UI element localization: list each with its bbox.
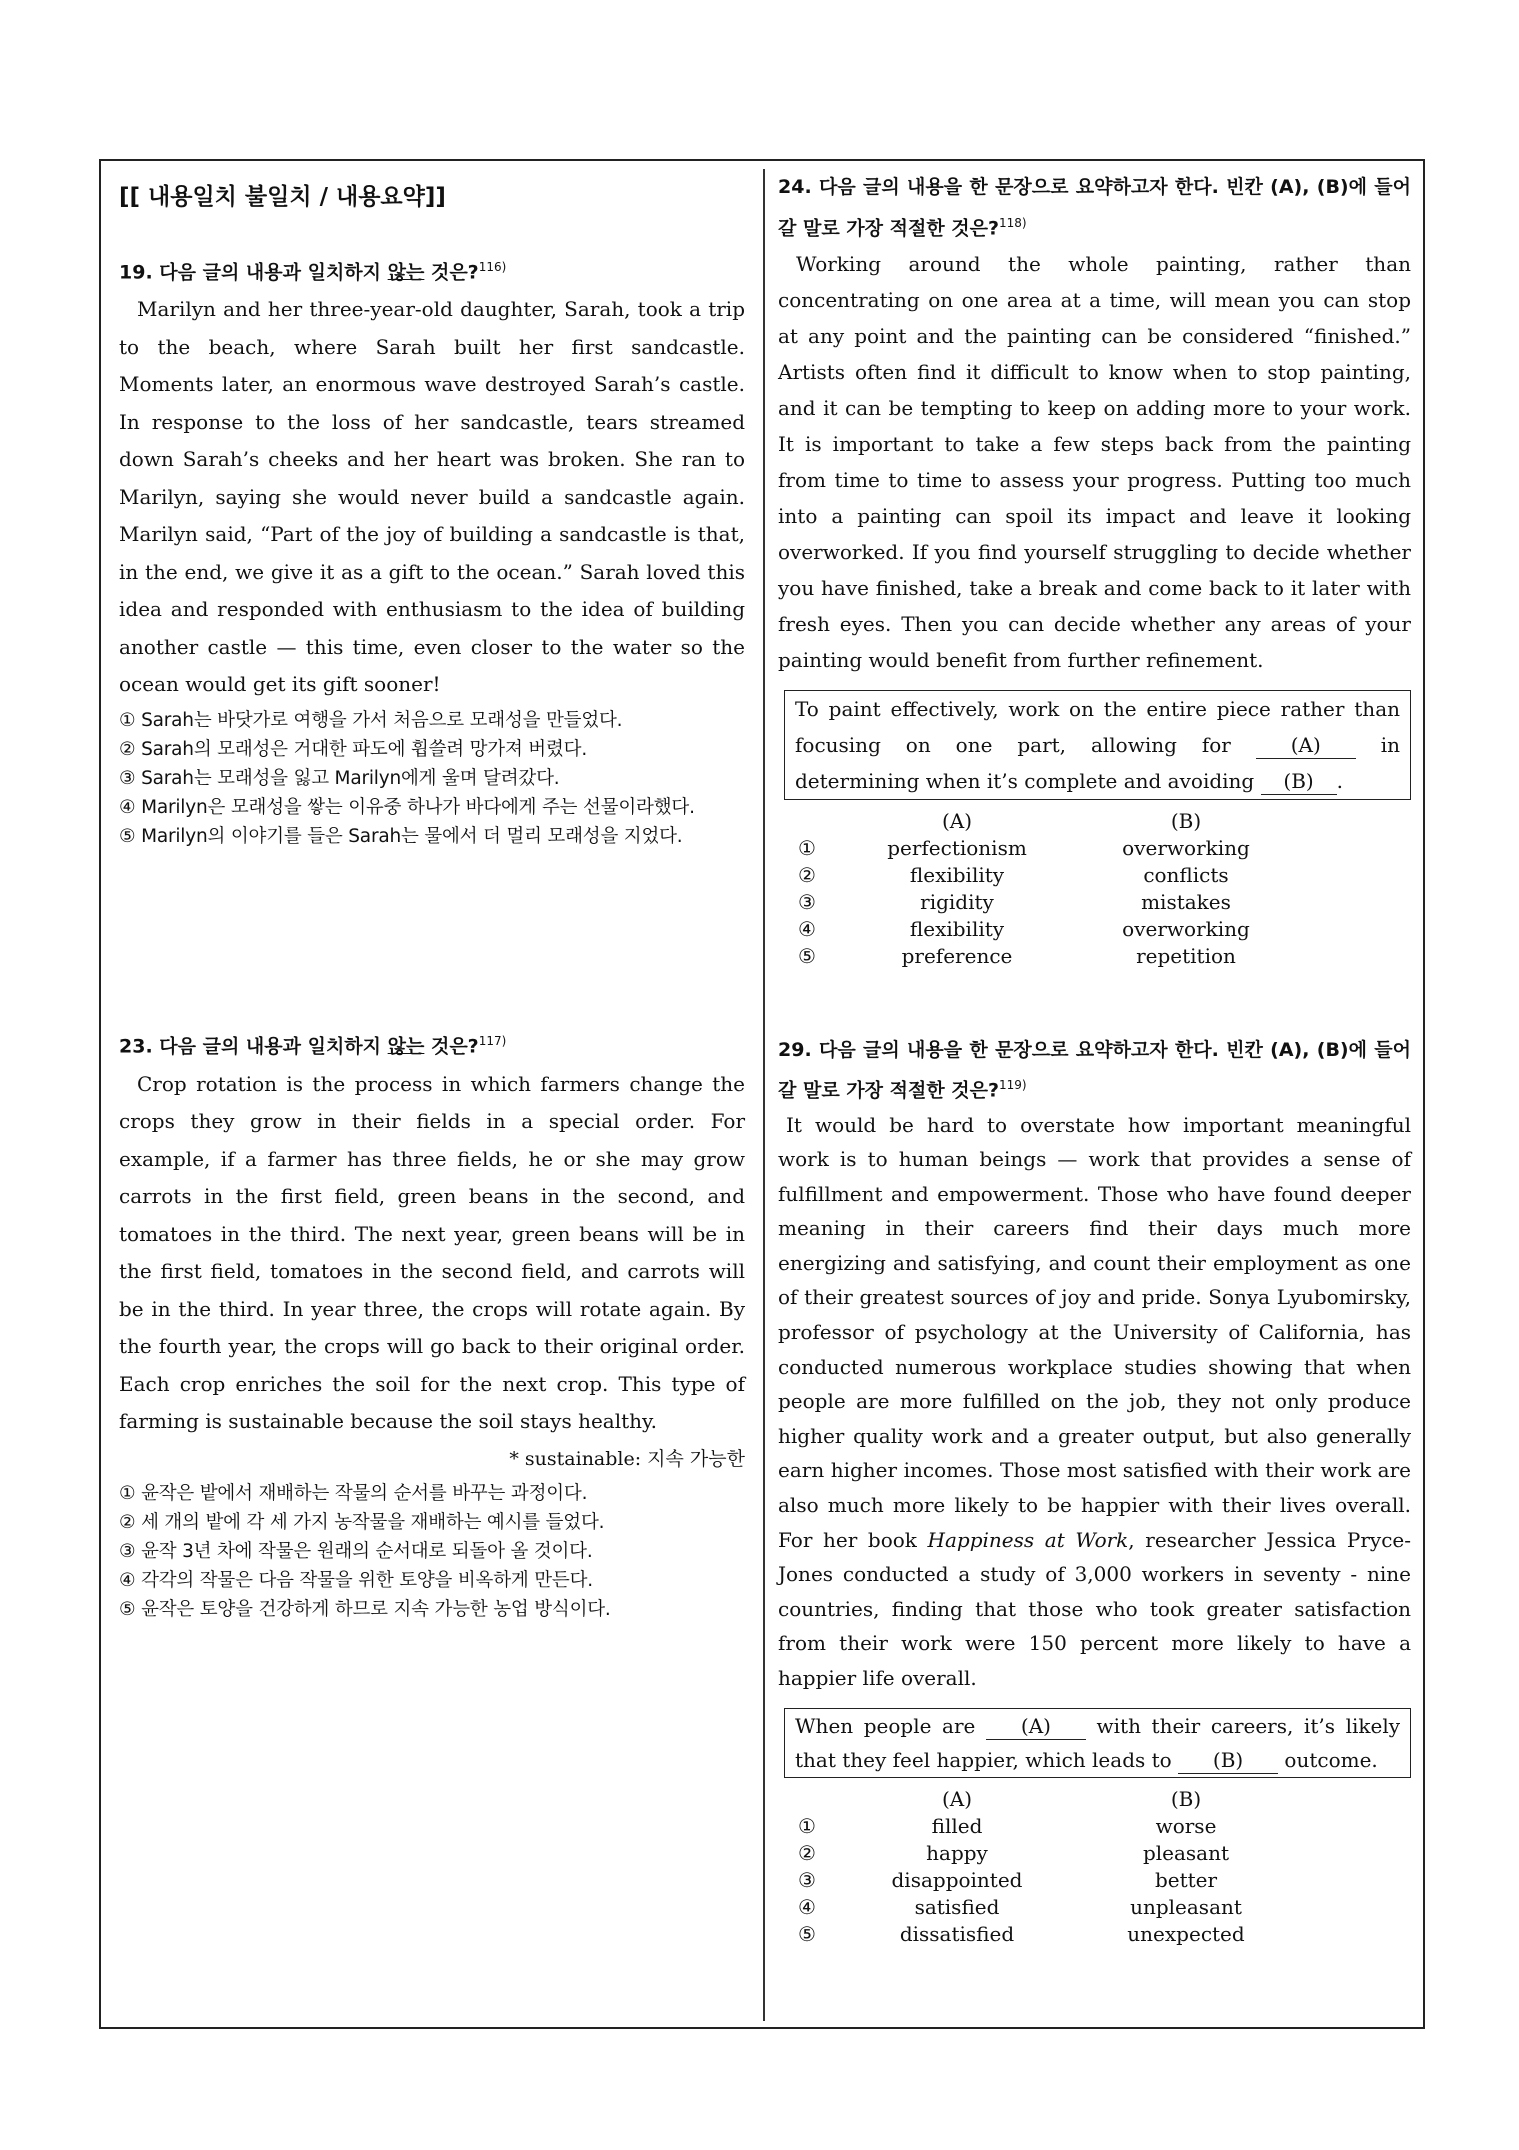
left-column-top — [119, 169, 745, 851]
question-29-passage: It would be hard to overstate how important meaningful work is to human beings — work that provides a sense of fulfillment and empowerment. Those who have found deeper meaning in their careers find their days much more energizing and satisfying, and count their employment as one of their greatest sources of joy and pride. Sonya Lyubomirsky, professor of psychology at the University of California, has conducted numerous workplace studies showing that when people are more fulfilled on the job, they not only produce higher quality work and a greater output, but also generally earn higher incomes. Those most satisfied with their work are also much more likely to be happier with their lives overall. For her book Happiness at Work, researcher Jessica Pryce-Jones conducted a study of 3,000 workers in seventy - nine countries, finding that those who took greater satisfaction from their work were 150 percent more likely to have a happier life overall. — [778, 1112, 1411, 1691]
question-29-summary-box: When people are (A) with their careers, it’s likely that they feel happier, which leads to (B) outcome. — [784, 1708, 1411, 1778]
question-29 — [778, 1033, 1411, 1948]
choice-row[interactable]: ⑤ preference repetition — [798, 944, 1236, 969]
question-24 — [778, 169, 1411, 970]
option-5[interactable]: ⑤ 윤작은 토양을 건강하게 하므로 지속 가능한 농업 방식이다. — [119, 1598, 611, 1620]
option-4[interactable]: ④ Marilyn은 모래성을 쌓는 이유중 하나가 바다에게 주는 선물이라했다. — [119, 796, 695, 818]
question-23-heading: 23. 다음 글의 내용과 일치하지 않는 것은?$^{117)}$ — [119, 1034, 507, 1058]
question-24-choices — [798, 808, 1302, 970]
option-2[interactable]: ② Sarah의 모래성은 거대한 파도에 휩쓸려 망가져 버렸다. — [119, 738, 587, 760]
choice-row[interactable]: ① perfectionism overworking — [798, 836, 1250, 861]
question-19 — [119, 249, 745, 851]
question-29-choices — [798, 1786, 1302, 1948]
question-29-heading: 29. 다음 글의 내용을 한 문장으로 요약하고자 한다. 빈칸 (A), (B)에 들어갈 말로 가장 적절한 것은?$^{119)}$ — [778, 1039, 1411, 1101]
blank-b: (B) — [1261, 768, 1337, 795]
question-19-heading: 19. 다음 글의 내용과 일치하지 않는 것은?$^{116)}$ — [119, 259, 507, 283]
choice-row[interactable]: ③ rigidity mistakes — [798, 890, 1231, 915]
blank-a: (A) — [1256, 732, 1356, 759]
choice-row[interactable]: ⑤ dissatisfied unexpected — [798, 1921, 1245, 1946]
option-4[interactable]: ④ 각각의 작물은 다음 작물을 위한 토양을 비옥하게 만든다. — [119, 1569, 593, 1591]
choice-row[interactable]: ② happy pleasant — [798, 1840, 1230, 1865]
choice-row[interactable]: ① filled worse — [798, 1813, 1217, 1838]
column-divider — [763, 169, 765, 2021]
question-23-passage: Crop rotation is the process in which farmers change the crops they grow in their fields in a special order. For example, if a farmer has three fields, he or she may grow carrots in the first field, green beans in the second, and tomatoes in the third. The next year, green beans will be in the first field, tomatoes in the second field, and carrots will be in the third. In year three, the crops will rotate again. By the fourth year, the crops will go back to their original order. Each crop enriches the soil for the next crop. This type of farming is sustainable because the soil stays healthy. — [119, 1071, 745, 1434]
section-title: [[ 내용일치 불일치 / 내용요약]] — [119, 184, 446, 210]
choice-row[interactable]: ④ satisfied unpleasant — [798, 1894, 1242, 1919]
question-24-heading: 24. 다음 글의 내용을 한 문장으로 요약하고자 한다. 빈칸 (A), (B)에 들어갈 말로 가장 적절한 것은?$^{118)}$ — [778, 176, 1411, 240]
question-23-options — [119, 1479, 745, 1624]
left-column-bottom — [119, 1023, 745, 1624]
choice-row[interactable]: ② flexibility conflicts — [798, 863, 1229, 888]
option-3[interactable]: ③ 윤작 3년 차에 작물은 원래의 순서대로 되돌아 올 것이다. — [119, 1540, 593, 1562]
question-19-options — [119, 706, 745, 851]
option-1[interactable]: ① Sarah는 바닷가로 여행을 가서 처음으로 모래성을 만들었다. — [119, 709, 623, 731]
blank-b: (B) — [1178, 1747, 1278, 1774]
question-23-footnote: * sustainable: 지속 가능한 — [509, 1447, 745, 1470]
choice-row[interactable]: ④ flexibility overworking — [798, 917, 1250, 942]
book-title: Happiness at Work — [927, 1527, 1129, 1552]
choices-header: (A) (B) — [941, 809, 1202, 834]
option-1[interactable]: ① 윤작은 밭에서 재배하는 작물의 순서를 바꾸는 과정이다. — [119, 1482, 588, 1504]
question-19-passage: Marilyn and her three-year-old daughter, Sarah, took a trip to the beach, where Sarah built her first sandcastle. Moments later, an enormous wave destroyed Sarah’s castle. In response to the loss of her sandcastle, tears streamed down Sarah’s cheeks and her heart was broken. She ran to Marilyn, saying she would never build a sandcastle again. Marilyn said, “Part of the joy of building a sandcastle is that, in the end, we give it as a gift to the ocean.” Sarah loved this idea and responded with enthusiasm to the idea of building another castle — this time, even closer to the water so the ocean would get its gift sooner! — [119, 297, 745, 697]
blank-a: (A) — [986, 1713, 1086, 1740]
choices-header: (A) (B) — [941, 1786, 1202, 1811]
right-column-bottom — [778, 1033, 1411, 1948]
question-23 — [119, 1023, 745, 1624]
right-column-top — [778, 169, 1411, 970]
option-2[interactable]: ② 세 개의 밭에 각 세 가지 농작물을 재배하는 예시를 들었다. — [119, 1511, 605, 1533]
choice-row[interactable]: ③ disappointed better — [798, 1867, 1218, 1892]
option-3[interactable]: ③ Sarah는 모래성을 잃고 Marilyn에게 울며 달려갔다. — [119, 767, 560, 789]
question-24-summary-box: To paint effectively, work on the entire piece rather than focusing on one part, allowing for (A) in determining when it’s complete and avoiding (B) . — [784, 690, 1411, 800]
question-24-passage: Working around the whole painting, rather than concentrating on one area at a time, will mean you can stop at any point and the painting can be considered “finished.” Artists often find it difficult to know when to stop painting, and it can be tempting to keep on adding more to your work. It is important to take a few steps back from the painting from time to time to assess your progress. Putting too much into a painting can spoil its impact and leave it looking overworked. If you find yourself struggling to decide whether you have finished, take a break and come back to it later with fresh eyes. Then you can decide whether any areas of your painting would benefit from further refinement. — [778, 252, 1411, 673]
page-frame — [99, 159, 1425, 2029]
option-5[interactable]: ⑤ Marilyn의 이야기를 들은 Sarah는 물에서 더 멀리 모래성을 지었다. — [119, 825, 683, 847]
